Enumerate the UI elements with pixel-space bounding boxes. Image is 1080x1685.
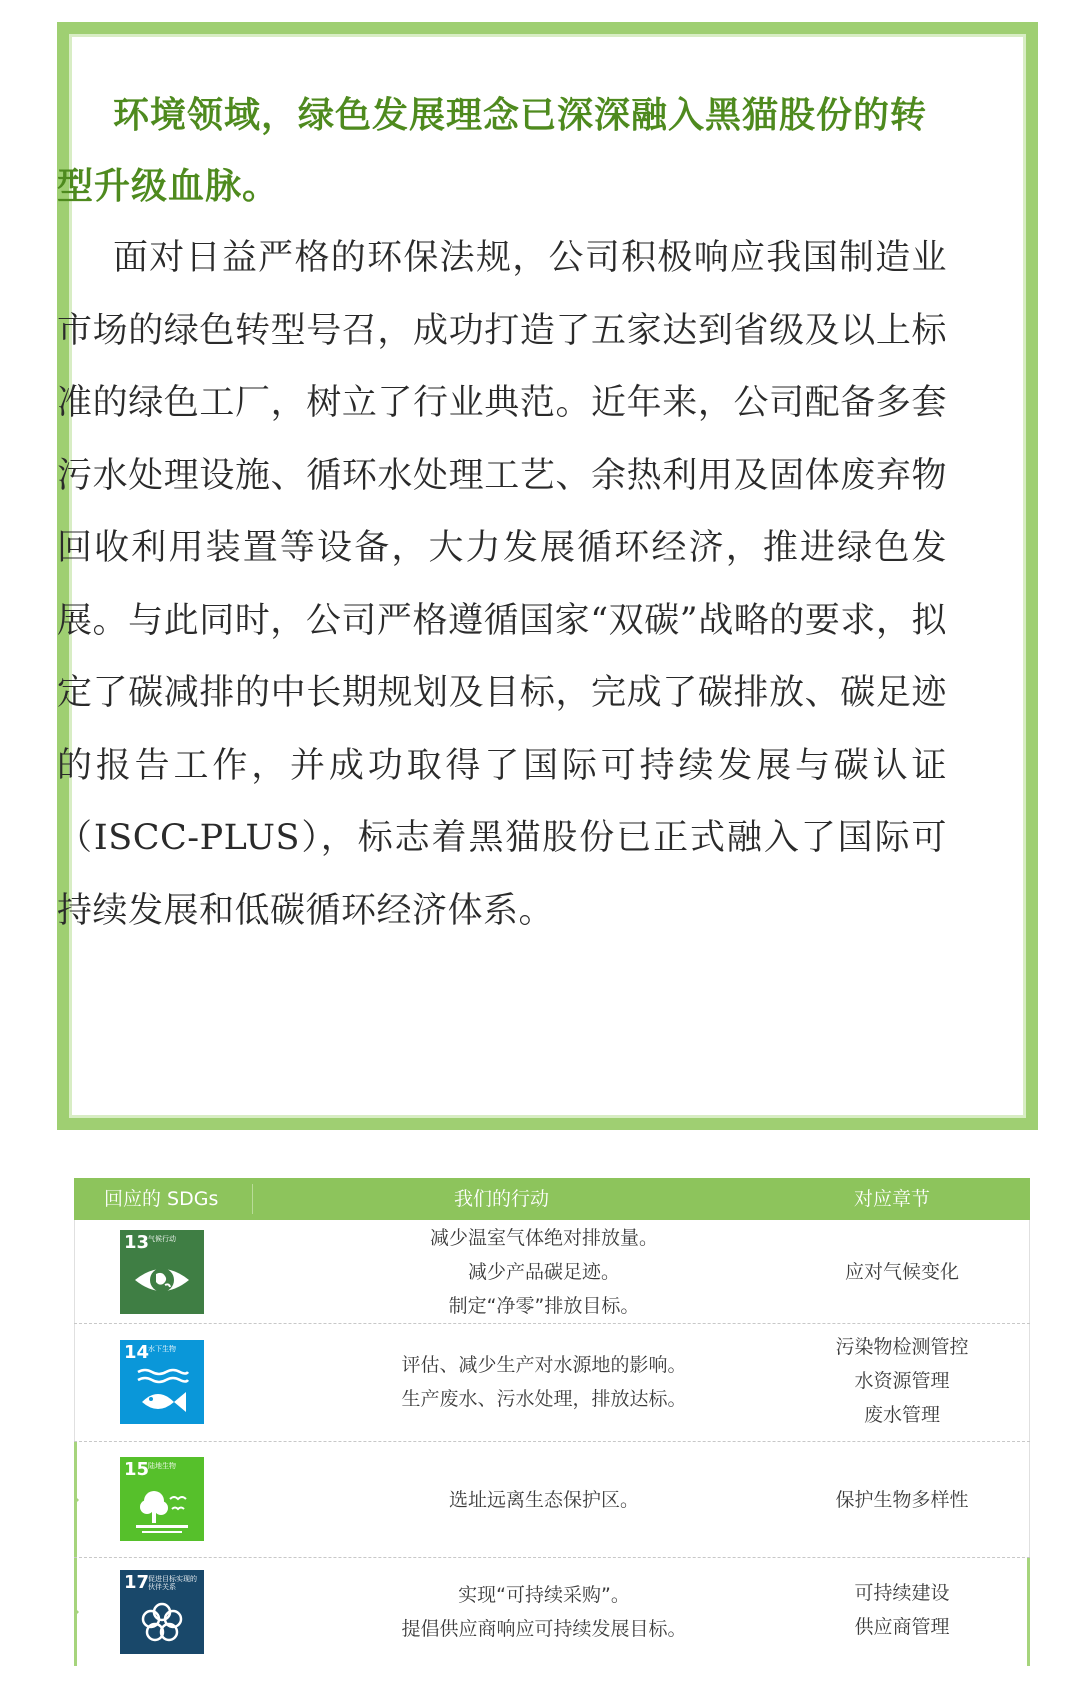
row-marker bbox=[74, 1607, 79, 1617]
sdg17-actions bbox=[314, 1578, 774, 1646]
fish-waves-icon bbox=[132, 1368, 192, 1418]
header-sdgs: 回应的 SDGs bbox=[104, 1188, 219, 1210]
header-actions: 我们的行动 bbox=[454, 1188, 550, 1210]
chapter-line: 保护生物多样性 bbox=[835, 1489, 969, 1511]
header-divider bbox=[252, 1184, 253, 1214]
sdg14-badge: 14 水下生物 bbox=[120, 1340, 204, 1424]
chapter-line: 水资源管理 bbox=[854, 1370, 950, 1392]
sdg13-badge: 13 气候行动 bbox=[120, 1230, 204, 1314]
row-marker bbox=[74, 1495, 79, 1505]
table-header bbox=[74, 1178, 1030, 1220]
action-line: 提倡供应商响应可持续发展目标。 bbox=[401, 1618, 687, 1640]
sdg14-actions bbox=[314, 1348, 774, 1416]
sdg14-chapters bbox=[774, 1330, 1030, 1432]
article-lead: 环境领域，绿色发展理念已深深融入黑猫股份的转型升级血脉。 bbox=[57, 94, 928, 207]
chapter-line: 供应商管理 bbox=[854, 1616, 950, 1638]
article-body: 面对日益严格的环保法规，公司积极响应我国制造业市场的绿色转型号召，成功打造了五家达到省级及以上标准的绿色工厂，树立了行业典范。近年来，公司配备多套污水处理设施、循环水处理工艺、余热利用及固体废弃物回收利用装置等设备，大力发展循环经济，推进绿色发展。与此同时，公司严格遵循国家“双碳”战略的要求，拟定了碳减排的中长期规划及目标，完成了碳排放、碳足迹的报告工作，并成功取得了国际可持续发展与碳认证（ISCC-PLUS），标志着黑猫股份已正式融入了国际可持续发展和低碳循环经济体系。 bbox=[57, 238, 947, 931]
flower-rings-icon bbox=[132, 1598, 192, 1648]
table-row-sdg15 bbox=[74, 1442, 1030, 1558]
article-content bbox=[57, 80, 947, 947]
chapter-line: 废水管理 bbox=[863, 1404, 940, 1426]
sdg13-chapters bbox=[774, 1255, 1030, 1289]
action-line: 减少产品碳足迹。 bbox=[467, 1261, 620, 1283]
chapter-line: 可持续建设 bbox=[854, 1582, 950, 1604]
chapter-line: 应对气候变化 bbox=[844, 1261, 959, 1283]
eye-globe-icon bbox=[132, 1258, 192, 1302]
tree-birds-icon bbox=[132, 1485, 192, 1535]
table-row-sdg17 bbox=[74, 1558, 1030, 1666]
action-line: 制定“净零”排放目标。 bbox=[448, 1295, 640, 1317]
table-row-sdg13 bbox=[74, 1220, 1030, 1324]
sdg15-chapters bbox=[774, 1483, 1030, 1517]
sdg-table bbox=[74, 1178, 1030, 1668]
action-line: 选址远离生态保护区。 bbox=[448, 1489, 639, 1511]
action-line: 减少温室气体绝对排放量。 bbox=[429, 1227, 658, 1249]
sdg17-badge: 17 促进目标实现的伙伴关系 bbox=[120, 1570, 204, 1654]
chapter-line: 污染物检测管控 bbox=[835, 1336, 969, 1358]
action-line: 实现“可持续采购”。 bbox=[458, 1584, 630, 1606]
sdg15-badge: 15 陆地生物 bbox=[120, 1457, 204, 1541]
action-line: 生产废水、污水处理，排放达标。 bbox=[401, 1388, 687, 1410]
sdg15-actions bbox=[314, 1483, 774, 1517]
table-row-sdg14 bbox=[74, 1324, 1030, 1442]
header-chapters: 对应章节 bbox=[854, 1188, 931, 1210]
action-line: 评估、减少生产对水源地的影响。 bbox=[401, 1354, 687, 1376]
sdg13-actions bbox=[314, 1221, 774, 1323]
sdg17-chapters bbox=[774, 1576, 1030, 1644]
